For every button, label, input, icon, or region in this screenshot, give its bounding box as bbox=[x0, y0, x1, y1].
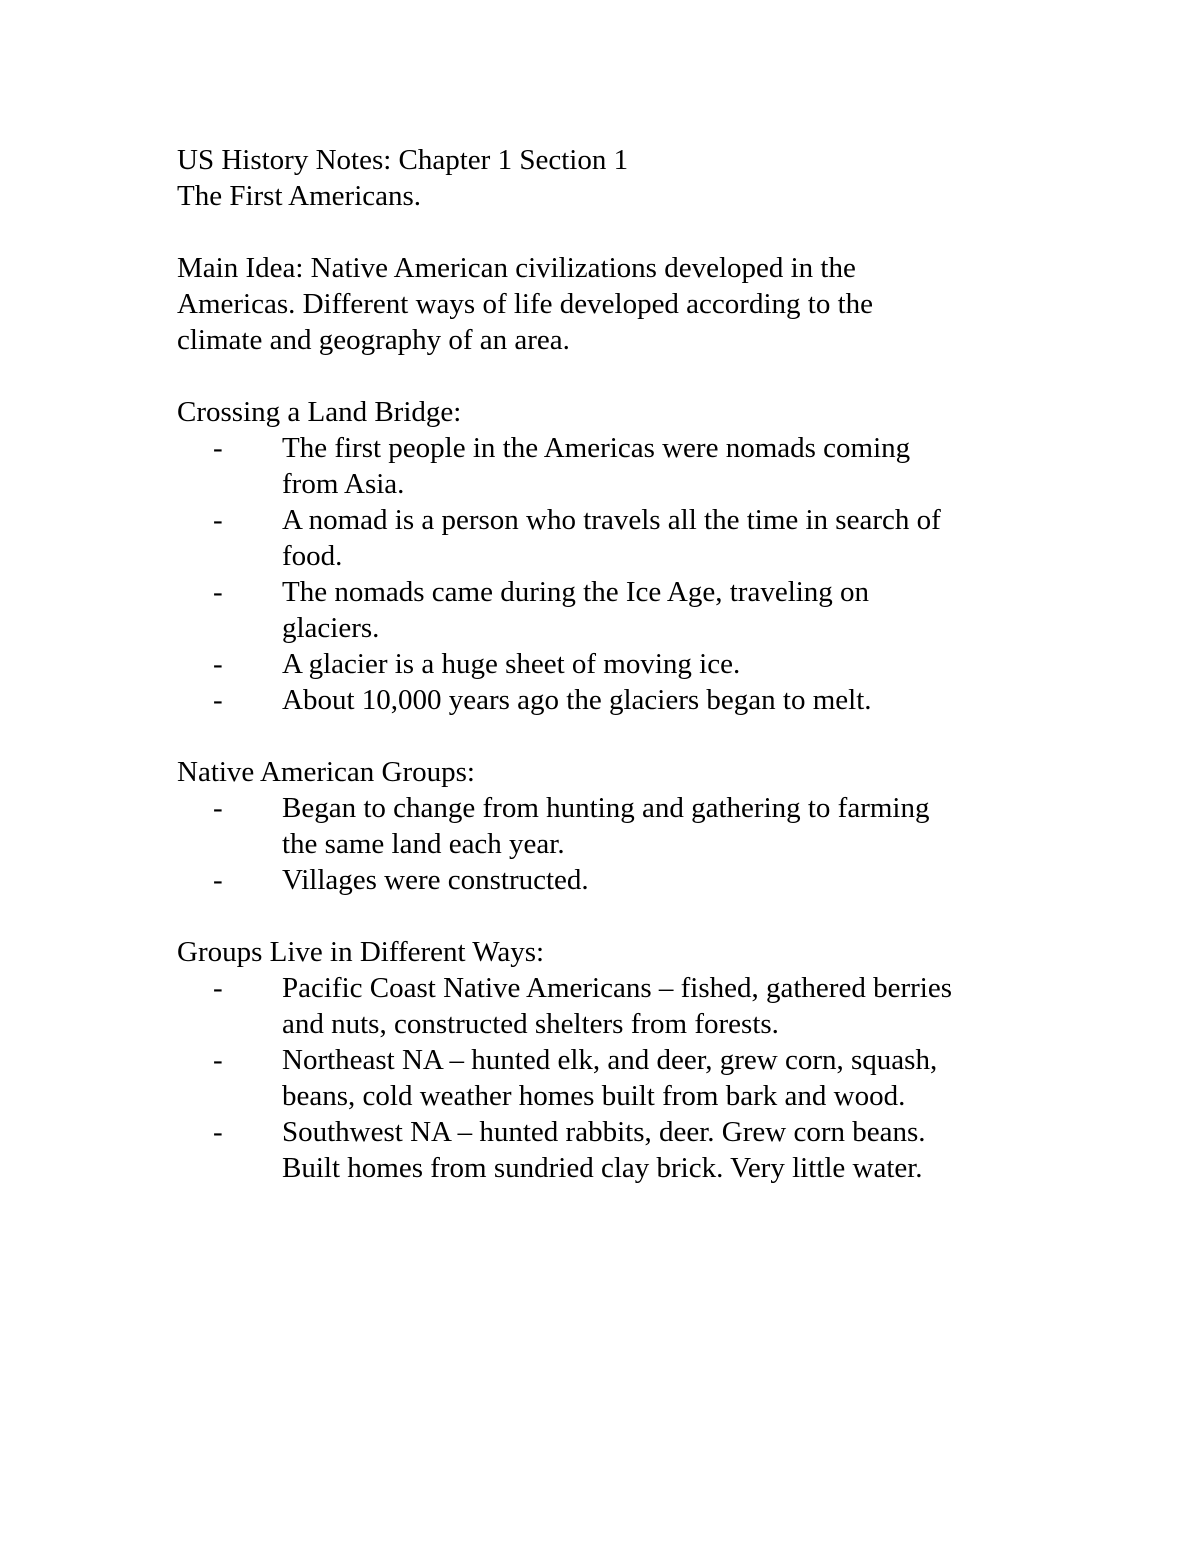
dash-bullet: - bbox=[213, 1116, 223, 1148]
spacer bbox=[177, 718, 1027, 754]
bullet-list bbox=[177, 430, 1027, 718]
bullet-line: Northeast NA – hunted elk, and deer, grew corn, squash, bbox=[282, 1044, 938, 1076]
main-idea-line: Main Idea: Native American civilizations developed in the bbox=[177, 252, 856, 284]
bullet-line: The first people in the Americas were nomads coming bbox=[282, 432, 911, 464]
bullet-line: Began to change from hunting and gathering to farming bbox=[282, 792, 930, 824]
section-heading: Crossing a Land Bridge: bbox=[177, 396, 462, 428]
dash-bullet: - bbox=[213, 972, 223, 1004]
main-idea-paragraph bbox=[177, 250, 1027, 358]
dash-bullet: - bbox=[213, 648, 223, 680]
list-item bbox=[177, 574, 1027, 646]
list-item bbox=[177, 502, 1027, 574]
list-item bbox=[177, 1114, 1027, 1186]
bullet-line: beans, cold weather homes built from bark and wood. bbox=[282, 1080, 906, 1112]
dash-bullet: - bbox=[213, 684, 223, 716]
bullet-line: The nomads came during the Ice Age, traveling on bbox=[282, 576, 870, 608]
list-item bbox=[177, 862, 1027, 898]
section-crossing-land-bridge bbox=[177, 394, 1027, 718]
dash-bullet: - bbox=[213, 504, 223, 536]
list-item bbox=[177, 1042, 1027, 1114]
document-subtitle: The First Americans. bbox=[177, 180, 422, 212]
dash-bullet: - bbox=[213, 432, 223, 464]
section-native-american-groups bbox=[177, 754, 1027, 898]
section-heading: Native American Groups: bbox=[177, 756, 475, 788]
list-item bbox=[177, 970, 1027, 1042]
bullet-list bbox=[177, 790, 1027, 898]
spacer bbox=[177, 898, 1027, 934]
section-groups-live-different-ways bbox=[177, 934, 1027, 1186]
bullet-line: About 10,000 years ago the glaciers began to melt. bbox=[282, 684, 872, 716]
list-item bbox=[177, 430, 1027, 502]
main-idea-line: climate and geography of an area. bbox=[177, 324, 570, 356]
spacer bbox=[177, 358, 1027, 394]
dash-bullet: - bbox=[213, 792, 223, 824]
bullet-list bbox=[177, 970, 1027, 1186]
list-item bbox=[177, 646, 1027, 682]
bullet-line: glaciers. bbox=[282, 612, 380, 644]
section-heading: Groups Live in Different Ways: bbox=[177, 936, 545, 968]
bullet-line: Southwest NA – hunted rabbits, deer. Grew corn beans. bbox=[282, 1116, 926, 1148]
bullet-line: from Asia. bbox=[282, 468, 405, 500]
list-item bbox=[177, 790, 1027, 862]
document-body bbox=[177, 142, 1027, 1186]
main-idea-line: Americas. Different ways of life developed according to the bbox=[177, 288, 873, 320]
bullet-line: Villages were constructed. bbox=[282, 864, 589, 896]
bullet-line: Built homes from sundried clay brick. Very little water. bbox=[282, 1152, 923, 1184]
bullet-line: food. bbox=[282, 540, 343, 572]
dash-bullet: - bbox=[213, 576, 223, 608]
dash-bullet: - bbox=[213, 1044, 223, 1076]
spacer bbox=[177, 214, 1027, 250]
bullet-line: Pacific Coast Native Americans – fished, gathered berries bbox=[282, 972, 952, 1004]
list-item bbox=[177, 682, 1027, 718]
bullet-line: A glacier is a huge sheet of moving ice. bbox=[282, 648, 741, 680]
dash-bullet: - bbox=[213, 864, 223, 896]
bullet-line: the same land each year. bbox=[282, 828, 565, 860]
bullet-line: A nomad is a person who travels all the time in search of bbox=[282, 504, 941, 536]
bullet-line: and nuts, constructed shelters from forests. bbox=[282, 1008, 779, 1040]
document-title: US History Notes: Chapter 1 Section 1 bbox=[177, 144, 629, 176]
